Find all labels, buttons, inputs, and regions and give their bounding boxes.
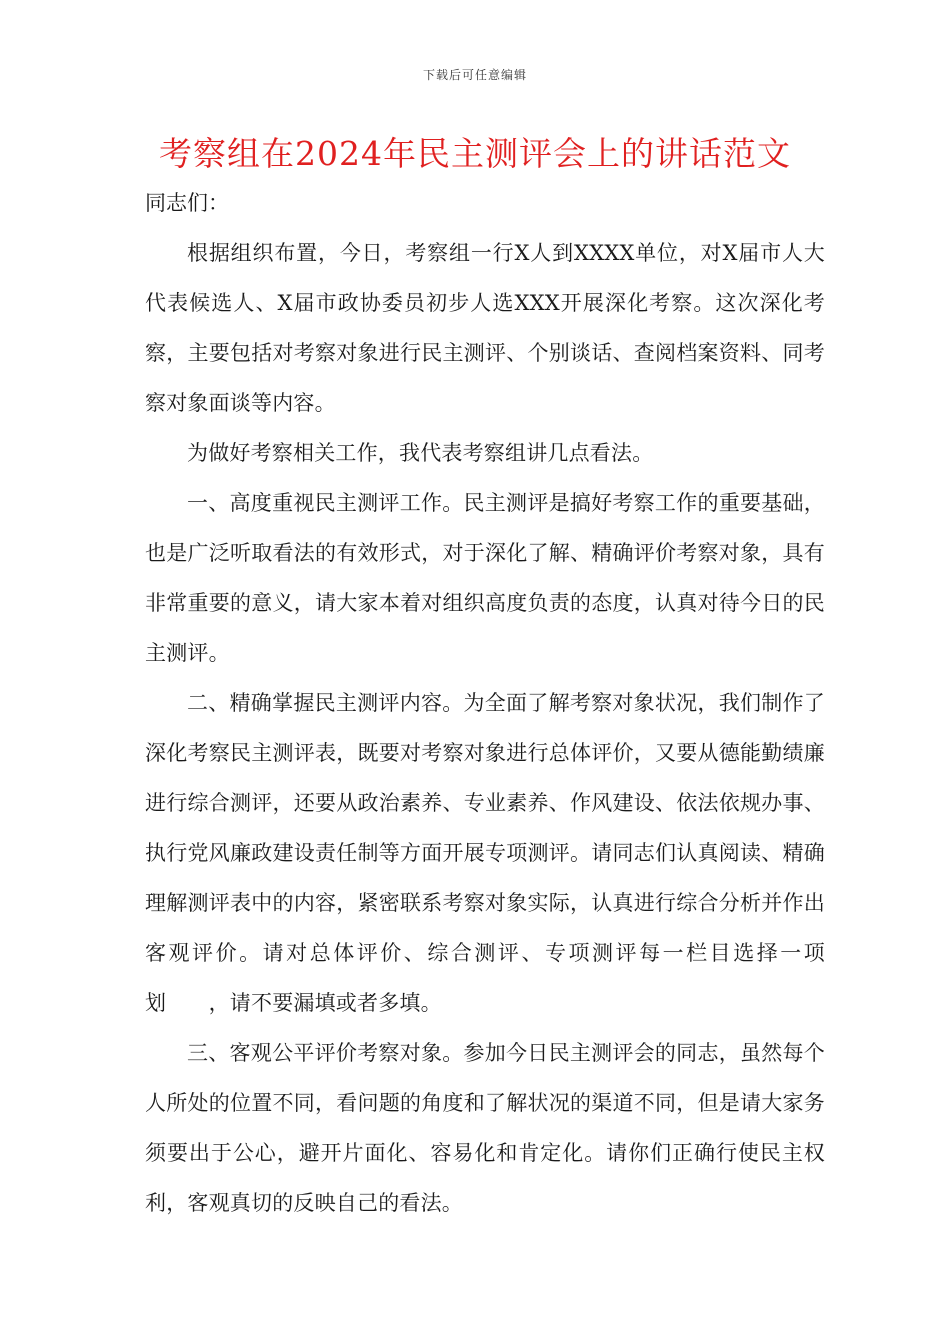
header-note: 下载后可任意编辑	[422, 68, 527, 82]
paragraph-preface: 为做好考察相关工作，我代表考察组讲几点看法。	[187, 441, 654, 465]
paragraph-point-three: 三、客观公平评价考察对象。参加今日民主测评会的同志，虽然每个人所处的位置不同，看问题的角度和了解状况的渠道不同，但是请大家务须要出于公心，避开片面化、容易化和肯定化。请你们正确行使民主权利，客观真切的反映自己的看法。	[145, 1041, 825, 1215]
paragraph-intro: 根据组织布置，今日，考察组一行X人到XXXX单位，对X届市人大代表候选人、X届市政协委员初步人选XXX开展深化考察。这次深化考察，主要包括对考察对象进行民主测评、个别谈话、查阅档案资料、同考察对象面谈等内容。	[145, 241, 825, 415]
document-body	[145, 178, 825, 1228]
salutation: 同志们：	[145, 191, 229, 215]
document-title: 考察组在2024年民主测评会上的讲话范文	[159, 134, 791, 173]
paragraph-point-two: 二、精确掌握民主测评内容。为全面了解考察对象状况，我们制作了深化考察民主测评表，既要对考察对象进行总体评价，又要从德能勤绩廉进行综合测评，还要从政治素养、专业素养、作风建设、依法依规办事、执行党风廉政建设责任制等方面开展专项测评。请同志们认真阅读、精确理解测评表中的内容，紧密联系考察对象实际，认真进行综合分析并作出客观评价。请对总体评价、综合测评、专项测评每一栏目选择一项划 ，请不要漏填或者多填。	[145, 691, 825, 1015]
paragraph-point-one: 一、高度重视民主测评工作。民主测评是搞好考察工作的重要基础，也是广泛听取看法的有效形式，对于深化了解、精确评价考察对象，具有非常重要的意义，请大家本着对组织高度负责的态度，认真对待今日的民主测评。	[145, 491, 825, 665]
